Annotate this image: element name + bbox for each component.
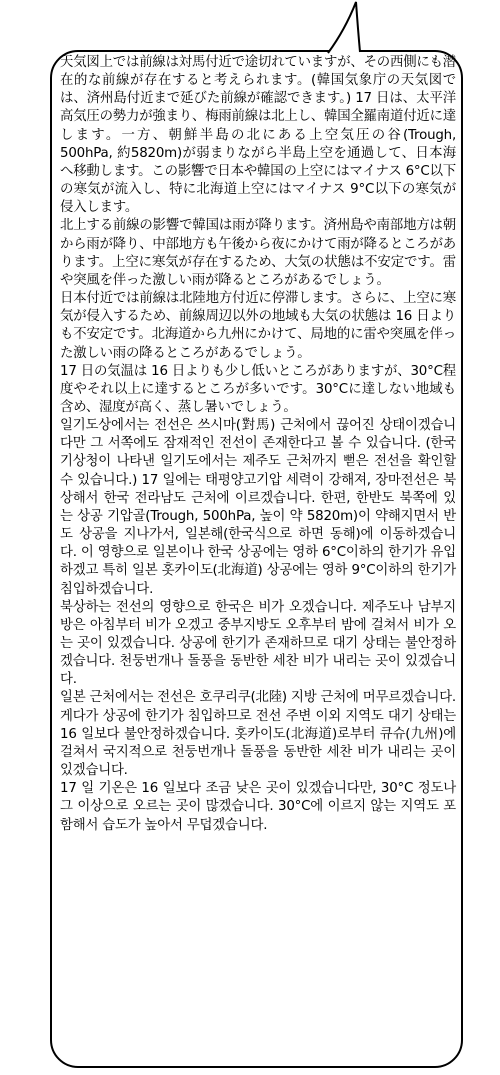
kr-paragraph-1: 일기도상에서는 전선은 쓰시마(對馬) 근처에서 끊어진 상태이겠습니다만 그 서쪽에도 잠재적인 전선이 존재한다고 볼 수 있습니다. (한국 기상청이 나타낸 일기도에서는 제주도 근처까지 뻗은 전선을 확인할 수 있습니다.) 17 일에는 태평양고기압 세력이 강해져, 장마전선은 북상해서 한국 전라남도 근처에 이르겠습니다. 한편, 한반도 북쪽에 있는 상공 기압골(Trough, 500hPa, 높이 약 5820m)이 약해지면서 반도 상공을 지나가서, 일본해(한국식으로 하면 동해)에 이동하겠습니다. 이 영향으로 일본이나 한국 상공에는 영하 6°C이하의 한기가 유입하겠고 특히 일본 홋카이도(北海道) 상공에는 영하 9°C이하의 한기가 침입하겠습니다. <box>60 418 456 597</box>
forecast-text <box>60 54 456 835</box>
kr-paragraph-3: 일본 근처에서는 전선은 호쿠리쿠(北陸) 지방 근처에 머무르겠습니다. 게다가 상공에 한기가 침입하므로 전선 주변 이외 지역도 대기 상태는 16 일보다 불안정하겠습니다. 홋카이도(北海道)로부터 큐슈(九州)에 걸쳐서 국지적으로 천둥번개나 돌풍을 동반한 세찬 비가 내리는 곳이 있겠습니다. <box>60 690 456 779</box>
jp-paragraph-2: 北上する前線の影響で韓国は雨が降ります。済州島や南部地方は朝から雨が降り、中部地方も午後から夜にかけて雨が降るところがあります。上空に寒気が存在するため、大気の状態は不安定です。雷や突風を伴った激しい雨が降るところがあるでしょう。 <box>60 218 456 288</box>
kr-paragraph-4: 17 일 기온은 16 일보다 조금 낮은 곳이 있겠습니다만, 30°C 정도나 그 이상으로 오르는 곳이 많겠습니다. 30°C에 이르지 않는 지역도 포함해서 습도가 높아서 무덥겠습니다. <box>60 781 456 833</box>
jp-paragraph-1: 天気図上では前線は対馬付近で途切れていますが、その西側にも潜在的な前線が存在すると考えられます。(韓国気象庁の天気図では、済州島付近まで延びた前線が確認できます。) 17 日は、太平洋高気圧の勢力が強まり、梅雨前線は北上し、韓国全羅南道付近に達します。一方、朝鮮半島の北にある上空気圧の谷(Trough, 500hPa, 約5820m)が弱まりながら半島上空を通過して、日本海へ移動します。この影響で日本や韓国の上空にはマイナス 6°C以下の寒気が流入し、特に北海道上空にはマイナス 9°C以下の寒気が侵入します。 <box>60 55 456 216</box>
jp-paragraph-4: 17 日の気温は 16 日よりも少し低いところがありますが、30°C程度やそれ以上に達するところが多いです。30°Cに達しない地域も含め、湿度が高く、蒸し暑いでしょう。 <box>60 363 456 415</box>
jp-paragraph-3: 日本付近では前線は北陸地方付近に停滞します。さらに、上空に寒気が侵入するため、前線周辺以外の地域も大気の状態は 16 日よりも不安定です。北海道から九州にかけて、局地的に雷や突風を伴った激しい雨の降るところがあるでしょう。 <box>60 291 456 361</box>
kr-paragraph-2: 북상하는 전선의 영향으로 한국은 비가 오겠습니다. 제주도나 남부지방은 아침부터 비가 오겠고 중부지방도 오후부터 밤에 걸쳐서 비가 오는 곳이 있겠습니다. 상공에 한기가 존재하므로 대기 상태는 불안정하겠습니다. 천둥번개나 돌풍을 동반한 세찬 비가 내리는 곳이 있겠습니다. <box>60 599 456 688</box>
